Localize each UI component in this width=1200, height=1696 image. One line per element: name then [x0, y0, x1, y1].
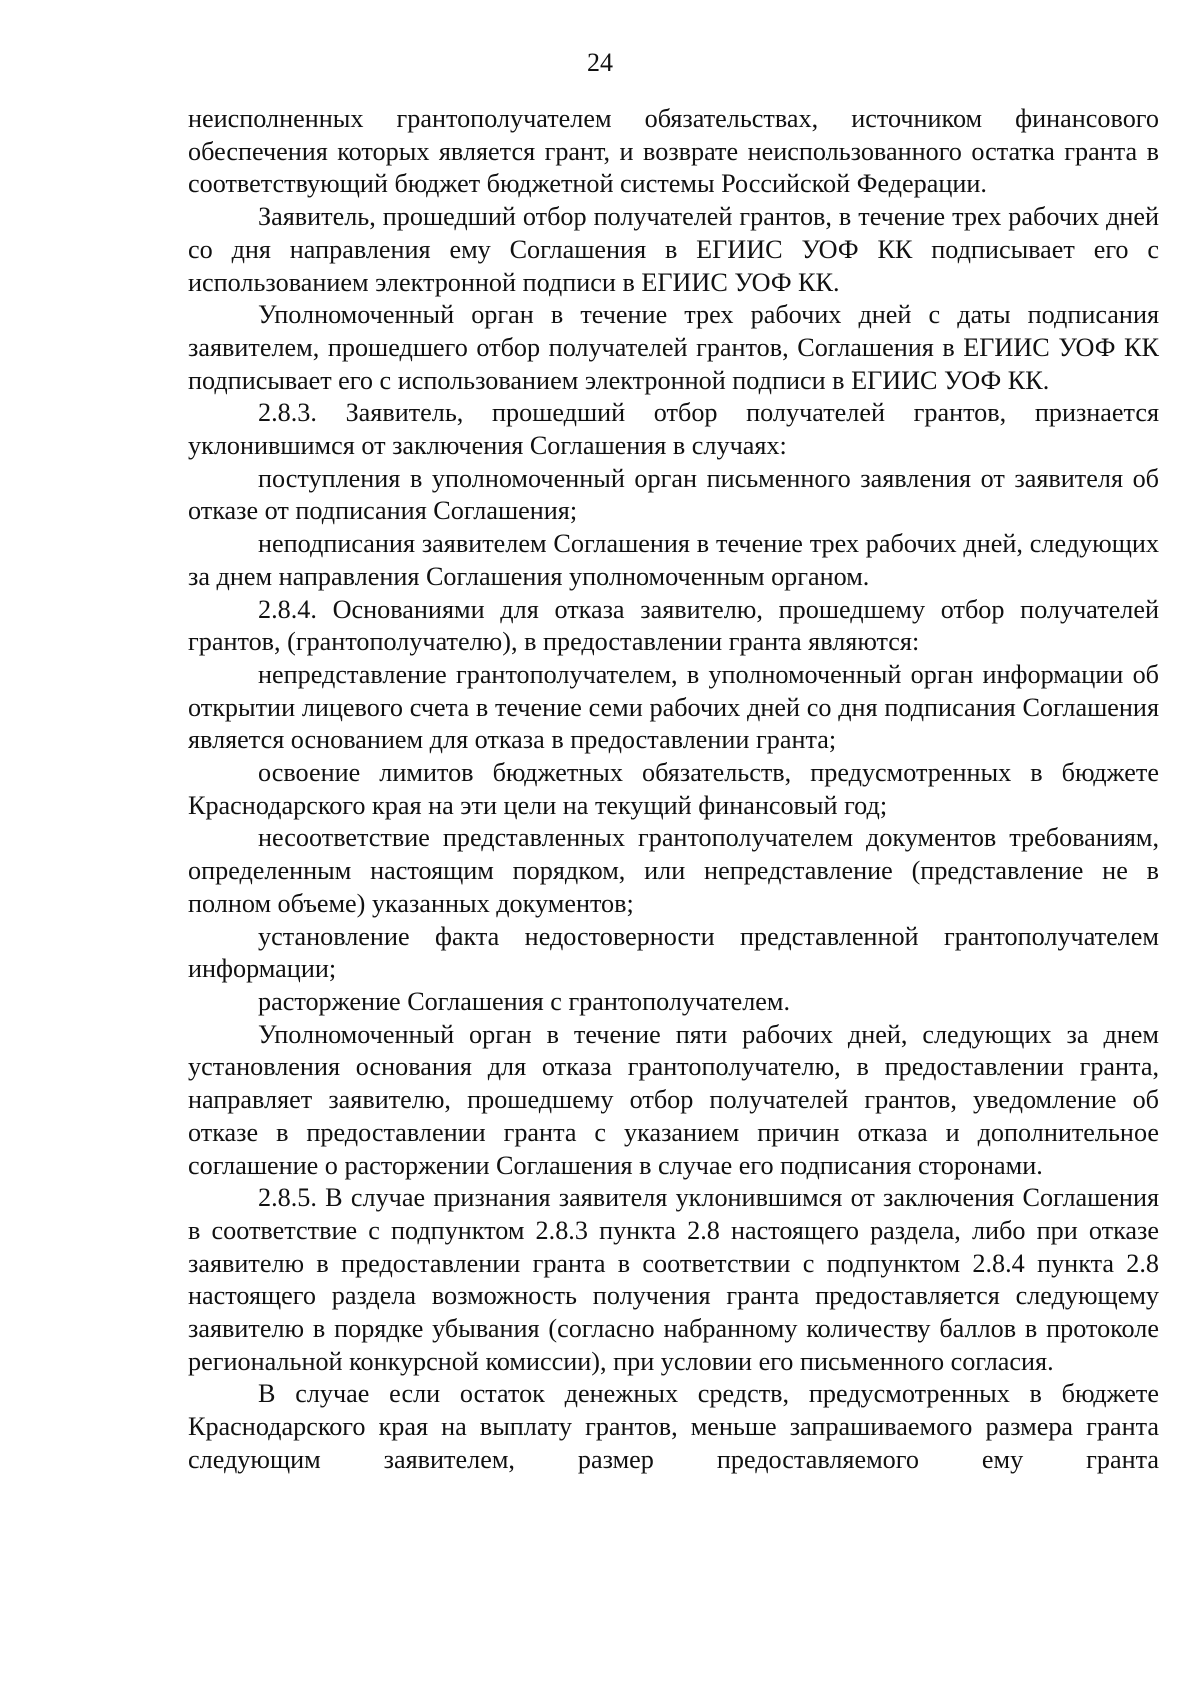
paragraph-applicant-signing: Заявитель, прошедший отбор получателей грантов, в течение трех рабочих дней со дня направления ему Соглашения в ЕГИИС УОФ КК подписывает его с использованием электронной подписи в ЕГИИС УОФ КК. — [188, 202, 1159, 297]
list-item-not-signed: неподписания заявителем Соглашения в течение трех рабочих дней, следующих за днем направления Соглашения уполномоченным органом. — [188, 529, 1159, 591]
list-item-written-refusal: поступления в уполномоченный орган письменного заявления от заявителя об отказе от подписания Соглашения; — [188, 463, 1159, 526]
paragraph-2-8-4: 2.8.4. Основаниями для отказа заявителю, прошедшему отбор получателей грантов, (грантополучателю), в предоставлении гранта являются: — [188, 594, 1159, 657]
paragraph-continuation: неисполненных грантополучателем обязательствах, источником финансового обеспечения которых является грант, и возврате неиспользованного остатка гранта в соответствующий бюджет бюджетной системы Российской Федерации. — [188, 104, 1159, 199]
paragraph-remaining-funds: В случае если остаток денежных средств, предусмотренных в бюджете Краснодарского края на выплату грантов, меньше запрашиваемого размера гранта следующим заявителем, размер предоставляемого ему гранта — [188, 1379, 1159, 1474]
list-item-termination: расторжение Соглашения с грантополучателем. — [258, 986, 791, 1016]
document-body — [188, 103, 1159, 1477]
list-item-documents-mismatch: несоответствие представленных грантополучателем документов требованиям, определенным настоящим порядком, или непредставление (представление не в полном объеме) указанных документов; — [188, 823, 1159, 918]
paragraph-authority-signing: Уполномоченный орган в течение трех рабочих дней с даты подписания заявителем, прошедшего отбор получателей грантов, Соглашения в ЕГИИС УОФ КК подписывает его с использованием электронной подписи в ЕГИИС УОФ КК. — [188, 300, 1159, 395]
paragraph-2-8-3: 2.8.3. Заявитель, прошедший отбор получателей грантов, признается уклонившимся от заключения Соглашения в случаях: — [188, 398, 1159, 461]
list-item-budget-limits: освоение лимитов бюджетных обязательств, предусмотренных в бюджете Краснодарского края на эти цели на текущий финансовый год; — [188, 758, 1159, 820]
paragraph-refusal-notice: Уполномоченный орган в течение пяти рабочих дней, следующих за днем установления основания для отказа грантополучателю, в предоставлении гранта, направляет заявителю, прошедшему отбор получателей грантов, уведомление об отказе в предоставлении гранта с указанием причин отказа и дополнительное соглашение о расторжении Соглашения в случае его подписания сторонами. — [188, 1019, 1159, 1180]
list-item-false-information: установление факта недостоверности представленной грантополучателем информации; — [188, 921, 1159, 984]
list-item-account-info: непредставление грантополучателем, в уполномоченный орган информации об открытии лицевого счета в течение семи рабочих дней со дня подписания Соглашения является основанием для отказа в предоставлении гранта; — [188, 659, 1159, 755]
page-number: 24 — [587, 48, 613, 77]
paragraph-2-8-5: 2.8.5. В случае признания заявителя уклонившимся от заключения Соглашения в соответствие с подпунктом 2.8.3 пункта 2.8 настоящего раздела, либо при отказе заявителю в предоставлении гранта в соответствии с подпунктом 2.8.4 пункта 2.8 настоящего раздела возможность получения гранта предоставляется следующему заявителю в порядке убывания (согласно набранному количеству баллов в протоколе региональной конкурсной комиссии), при условии его письменного согласия. — [188, 1183, 1159, 1376]
